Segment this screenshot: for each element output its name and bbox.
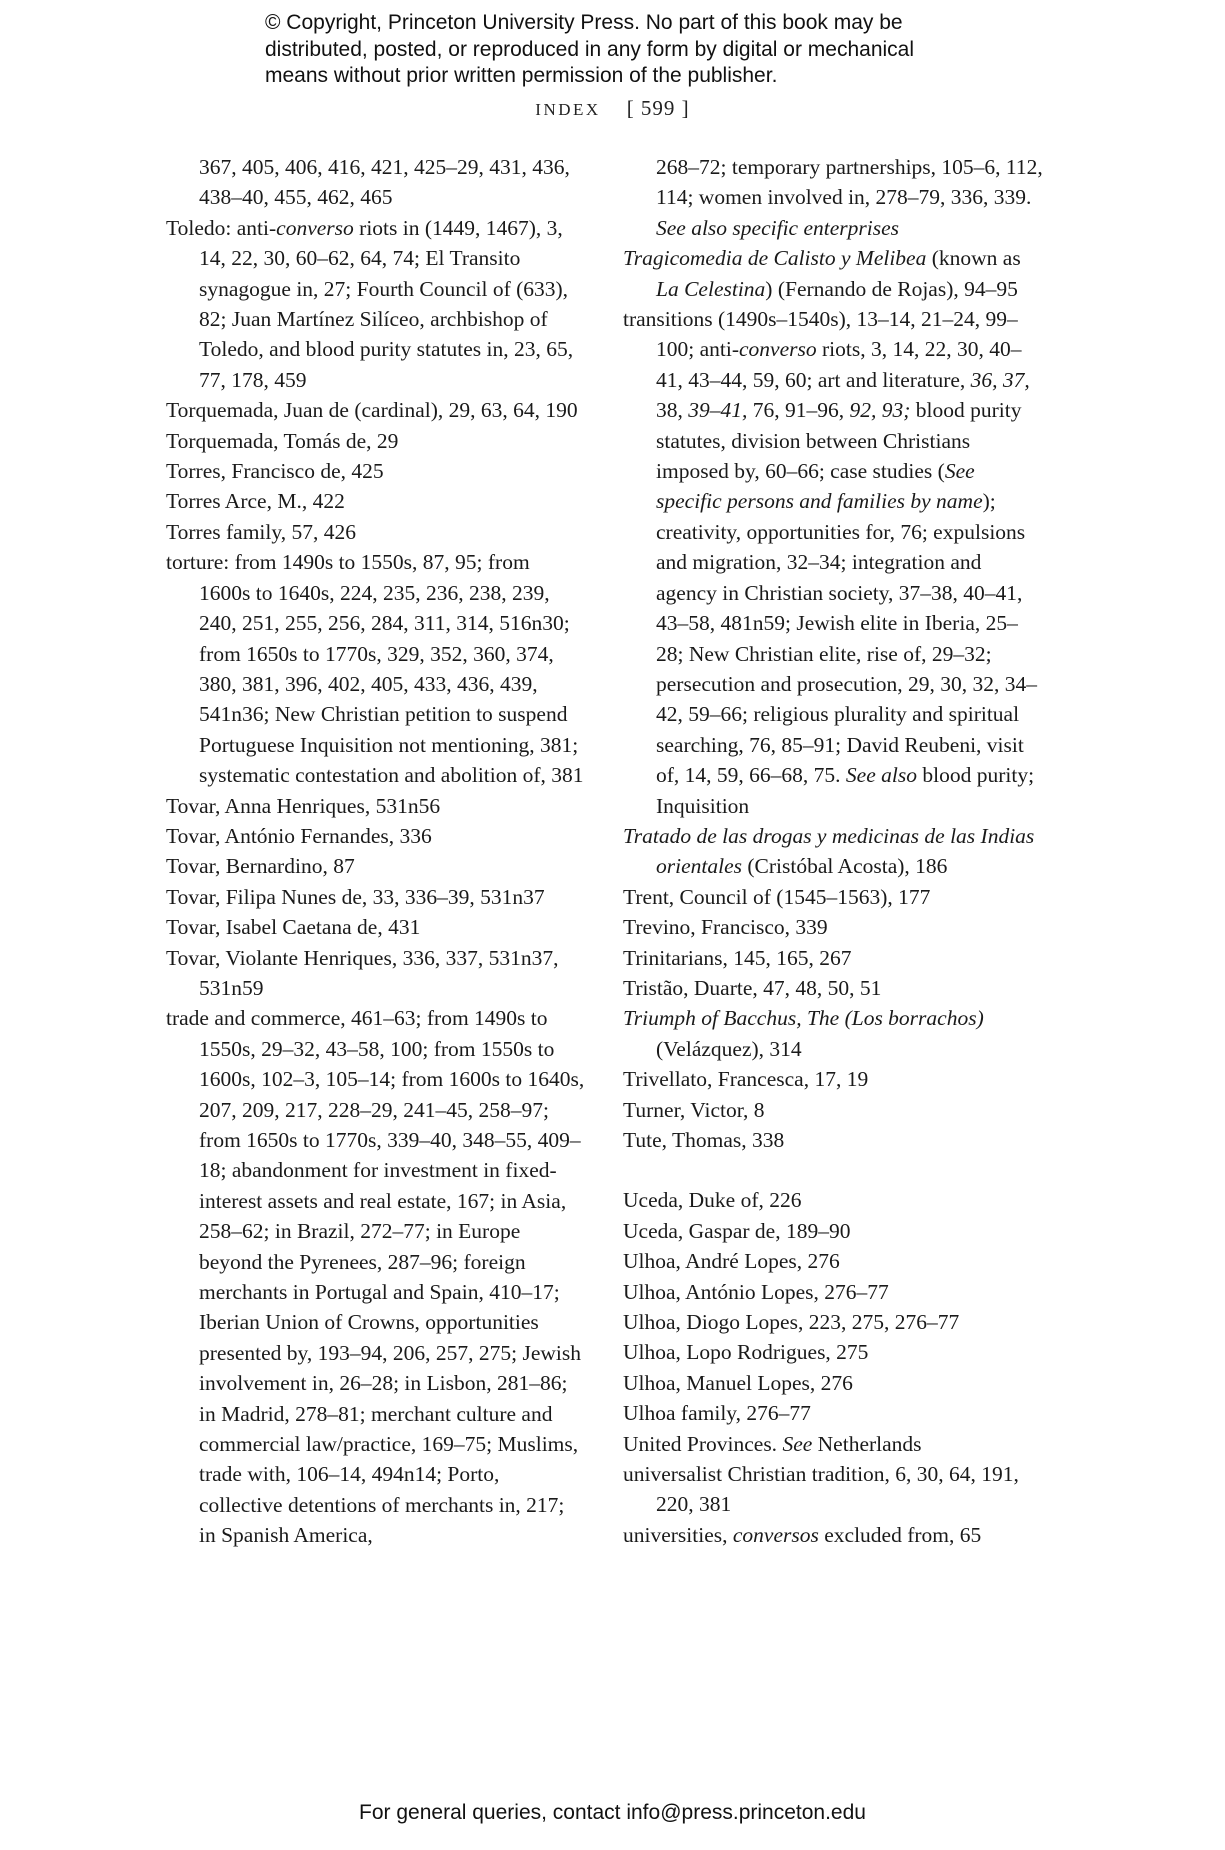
copyright-notice: © Copyright, Princeton University Press. No part of this book may be distributed, posted, or reproduced in any form by digital or mechanical means without prior written permission of the publisher. — [265, 11, 915, 87]
index-entry — [623, 1429, 1043, 1459]
index-entry-italic-text: Tragicomedia de Calisto y Melibea — [623, 246, 927, 271]
index-entry-text: (known as — [926, 246, 1021, 271]
index-entry-text: Tovar, Anna Henriques, 531n56 — [166, 793, 441, 818]
index-entry — [166, 486, 586, 516]
index-entry — [166, 912, 586, 942]
index-entry — [166, 456, 586, 486]
index-entry-italic-text: La Celestina — [656, 276, 766, 301]
index-entry-text: United Provinces. — [623, 1431, 783, 1456]
index-entry — [623, 1307, 1043, 1337]
index-entry-text: Uceda, Gaspar de, 189–90 — [623, 1218, 851, 1243]
index-entry-italic-text: 92, 93; — [849, 398, 911, 423]
index-entry-text: Ulhoa, Manuel Lopes, 276 — [623, 1370, 853, 1395]
index-entry-text: Uceda, Duke of, 226 — [623, 1188, 802, 1213]
footer-contact: For general queries, contact info@press.princeton.edu — [359, 1801, 866, 1824]
index-entry-text: trade and commerce, 461–63; from 1490s to 1550s, 29–32, 43–58, 100; from 1550s to 1600s, 102–3, 105–14; from 1600s to 1640s, 207, 209, 217, 228–29, 241–45, 258–97; from 1650s to 1770s, 339–40, 348–55, 409–18; abandonment for investment in fixed-interest assets and real estate, 167; in Asia, 258–62; in Brazil, 272–77; in Europe beyond the Pyrenees, 287–96; foreign merchants in Portugal and Spain, 410–17; Iberian Union of Crowns, opportunities presented by, 193–94, 206, 257, 275; Jewish involvement in, 26–28; in Lisbon, 281–86; in Madrid, 278–81; merchant culture and commercial law/practice, 169–75; Muslims, trade with, 106–14, 494n14; Porto, collective detentions of merchants in, 217; in Spanish America, — [166, 1006, 585, 1548]
index-entry-italic-text: converso — [739, 337, 817, 362]
index-entry-italic-text: converso — [276, 215, 354, 240]
letter-section-gap — [623, 1155, 1043, 1185]
index-entry — [166, 1003, 586, 1550]
index-entry — [166, 395, 586, 425]
index-column-right — [623, 152, 1043, 1550]
index-entry — [623, 304, 1043, 821]
index-entry-text: Tovar, Violante Henriques, 336, 337, 531n37, 531n59 — [166, 945, 559, 1000]
index-entry-text: (Velázquez), 314 — [656, 1036, 802, 1061]
index-entry-text: 367, 405, 406, 416, 421, 425–29, 431, 436, 438–40, 455, 462, 465 — [199, 155, 570, 210]
index-entry — [623, 973, 1043, 1003]
index-entry-italic-text: See — [782, 1431, 813, 1456]
index-entry-text: Toledo: anti- — [166, 215, 277, 240]
index-entry-text: Trivellato, Francesca, 17, 19 — [623, 1067, 869, 1092]
index-entry — [623, 1125, 1043, 1155]
index-entry-text: 76, 91–96, — [747, 398, 850, 423]
index-entry-text: Ulhoa, André Lopes, 276 — [623, 1249, 840, 1274]
index-entry-text: universities, — [623, 1522, 733, 1547]
index-entry-text: Tute, Thomas, 338 — [623, 1128, 785, 1152]
index-entry — [623, 1368, 1043, 1398]
index-entry-text: 268–72; temporary partnerships, 105–6, 112, 114; women involved in, 278–79, 336, 339. — [656, 155, 1043, 210]
index-entry-italic-text: conversos — [732, 1522, 819, 1547]
index-entry-italic-text: Tratado de las drogas y medicinas de las Indias orientales — [623, 823, 1035, 879]
index-entry-text: excluded from, 65 — [818, 1522, 982, 1547]
index-entry-text: Tovar, Filipa Nunes de, 33, 336–39, 531n37 — [166, 884, 545, 909]
index-entry — [623, 1003, 1043, 1064]
index-entry-text: blood purity; Inquisition — [656, 763, 1035, 818]
index-entry — [623, 912, 1043, 942]
index-entry-text: Torquemada, Tomás de, 29 — [166, 428, 399, 453]
index-entry-italic-text: See also specific enterprises — [656, 215, 900, 240]
index-entry-text: ); creativity, opportunities for, 76; expulsions and migration, 32–34; integration and agency in Christian society, 37–38, 40–41, 43–58, 481n59; Jewish elite in Iberia, 25–28; New Christian elite, rise of, 29–32; persecution and prosecution, 29, 30, 32, 34–42, 59–66; religious plurality and spiritual searching, 76, 85–91; David Reubeni, visit of, 14, 59, 66–68, 75. — [656, 489, 1037, 788]
index-entry-text: Ulhoa family, 276–77 — [623, 1401, 811, 1426]
index-entry — [623, 1185, 1043, 1215]
index-entry-text: Tristão, Duarte, 47, 48, 50, 51 — [623, 975, 882, 1000]
index-entry — [623, 943, 1043, 973]
index-entry — [166, 547, 586, 790]
index-entry-text: transitions (1490s–1540s), 13–14, 21–24, 99–100; anti- — [623, 307, 1018, 362]
index-entry — [166, 882, 586, 912]
index-entry-text: Torres family, 57, 426 — [166, 519, 356, 544]
index-entry-text: riots in (1449, 1467), 3, 14, 22, 30, 60–62, 64, 74; El Transito synagogue in, 27; Fourth Council of (633), 82; Juan Martínez Silíceo, archbishop of Toledo, and blood purity statutes in, 23, 65, 77, 178, 459 — [199, 215, 574, 392]
index-entry-italic-text: See specific persons and families by name — [656, 459, 983, 514]
index-entry — [166, 426, 586, 456]
index-entry-text: Torres Arce, M., 422 — [166, 489, 345, 514]
index-entry-text: Trinitarians, 145, 165, 267 — [623, 945, 852, 970]
index-entry-text: Torquemada, Juan de (cardinal), 29, 63, 64, 190 — [166, 398, 578, 423]
index-entry-text: Netherlands — [812, 1431, 922, 1456]
index-entry-text: 38, — [656, 398, 689, 423]
index-entry-text: universalist Christian tradition, 6, 30, 64, 191, 220, 381 — [623, 1462, 1019, 1517]
index-entry-italic-text: 36, 37, — [970, 367, 1030, 392]
index-entry — [623, 1337, 1043, 1367]
index-entry-text: Turner, Victor, 8 — [623, 1097, 765, 1122]
index-entry-text: Trevino, Francisco, 339 — [623, 915, 828, 940]
index-entry — [623, 1216, 1043, 1246]
index-entry-text: (Cristóbal Acosta), 186 — [742, 854, 948, 879]
index-entry-text: riots, 3, 14, 22, 30, 40–41, 43–44, 59, 60; art and literature, — [656, 337, 1022, 392]
index-entry-text: Tovar, Isabel Caetana de, 431 — [166, 915, 421, 940]
index-entry-text: Ulhoa, Diogo Lopes, 223, 275, 276–77 — [623, 1310, 960, 1335]
index-entry-text: Tovar, Bernardino, 87 — [166, 854, 355, 879]
index-entry-continued — [623, 152, 1043, 243]
index-entry — [166, 943, 586, 1004]
index-entry — [623, 1095, 1043, 1125]
index-entry-text: Tovar, António Fernandes, 336 — [166, 823, 432, 848]
index-entry — [166, 517, 586, 547]
index-entry — [623, 1398, 1043, 1428]
page-number: [ 599 ] — [626, 96, 690, 120]
index-entry-text: Torres, Francisco de, 425 — [166, 459, 384, 484]
index-entry — [623, 1520, 1043, 1550]
index-entry — [623, 882, 1043, 912]
index-entry-text: torture: from 1490s to 1550s, 87, 95; from 1600s to 1640s, 224, 235, 236, 238, 239, 240, 251, 255, 256, 284, 311, 314, 516n30; from 1650s to 1770s, 329, 352, 360, 374, 380, 381, 396, 402, 405, 433, 436, 439, 541n36; New Christian petition to suspend Portuguese Inquisition not mentioning, 381; systematic contestation and abolition of, 381 — [166, 550, 584, 788]
index-entry — [623, 1277, 1043, 1307]
index-entry-text: blood purity statutes, division between Christians imposed by, 60–66; case studies ( — [656, 398, 1022, 484]
index-column-left — [166, 152, 586, 1551]
running-head-label: INDEX — [535, 100, 601, 119]
index-entry — [623, 1246, 1043, 1276]
index-entry-text: ) (Fernando de Rojas), 94–95 — [765, 276, 1018, 301]
index-entry — [623, 243, 1043, 304]
index-entry — [623, 1459, 1043, 1520]
index-entry — [166, 821, 586, 851]
index-entry-text: Trent, Council of (1545–1563), 177 — [623, 884, 931, 909]
index-entry — [623, 821, 1043, 882]
index-entry-italic-text: See also — [845, 763, 917, 788]
index-entry-italic-text: Triumph of Bacchus, The (Los borrachos) — [623, 1006, 984, 1031]
index-entry — [166, 851, 586, 881]
index-entry-text: Ulhoa, Lopo Rodrigues, 275 — [623, 1340, 869, 1365]
index-entry — [166, 791, 586, 821]
index-entry — [166, 213, 586, 395]
running-head — [0, 96, 1225, 121]
index-entry — [623, 1064, 1043, 1094]
index-entry-italic-text: 39–41, — [688, 398, 748, 423]
index-entry-continued — [166, 152, 586, 213]
index-entry-text: Ulhoa, António Lopes, 276–77 — [623, 1279, 889, 1304]
